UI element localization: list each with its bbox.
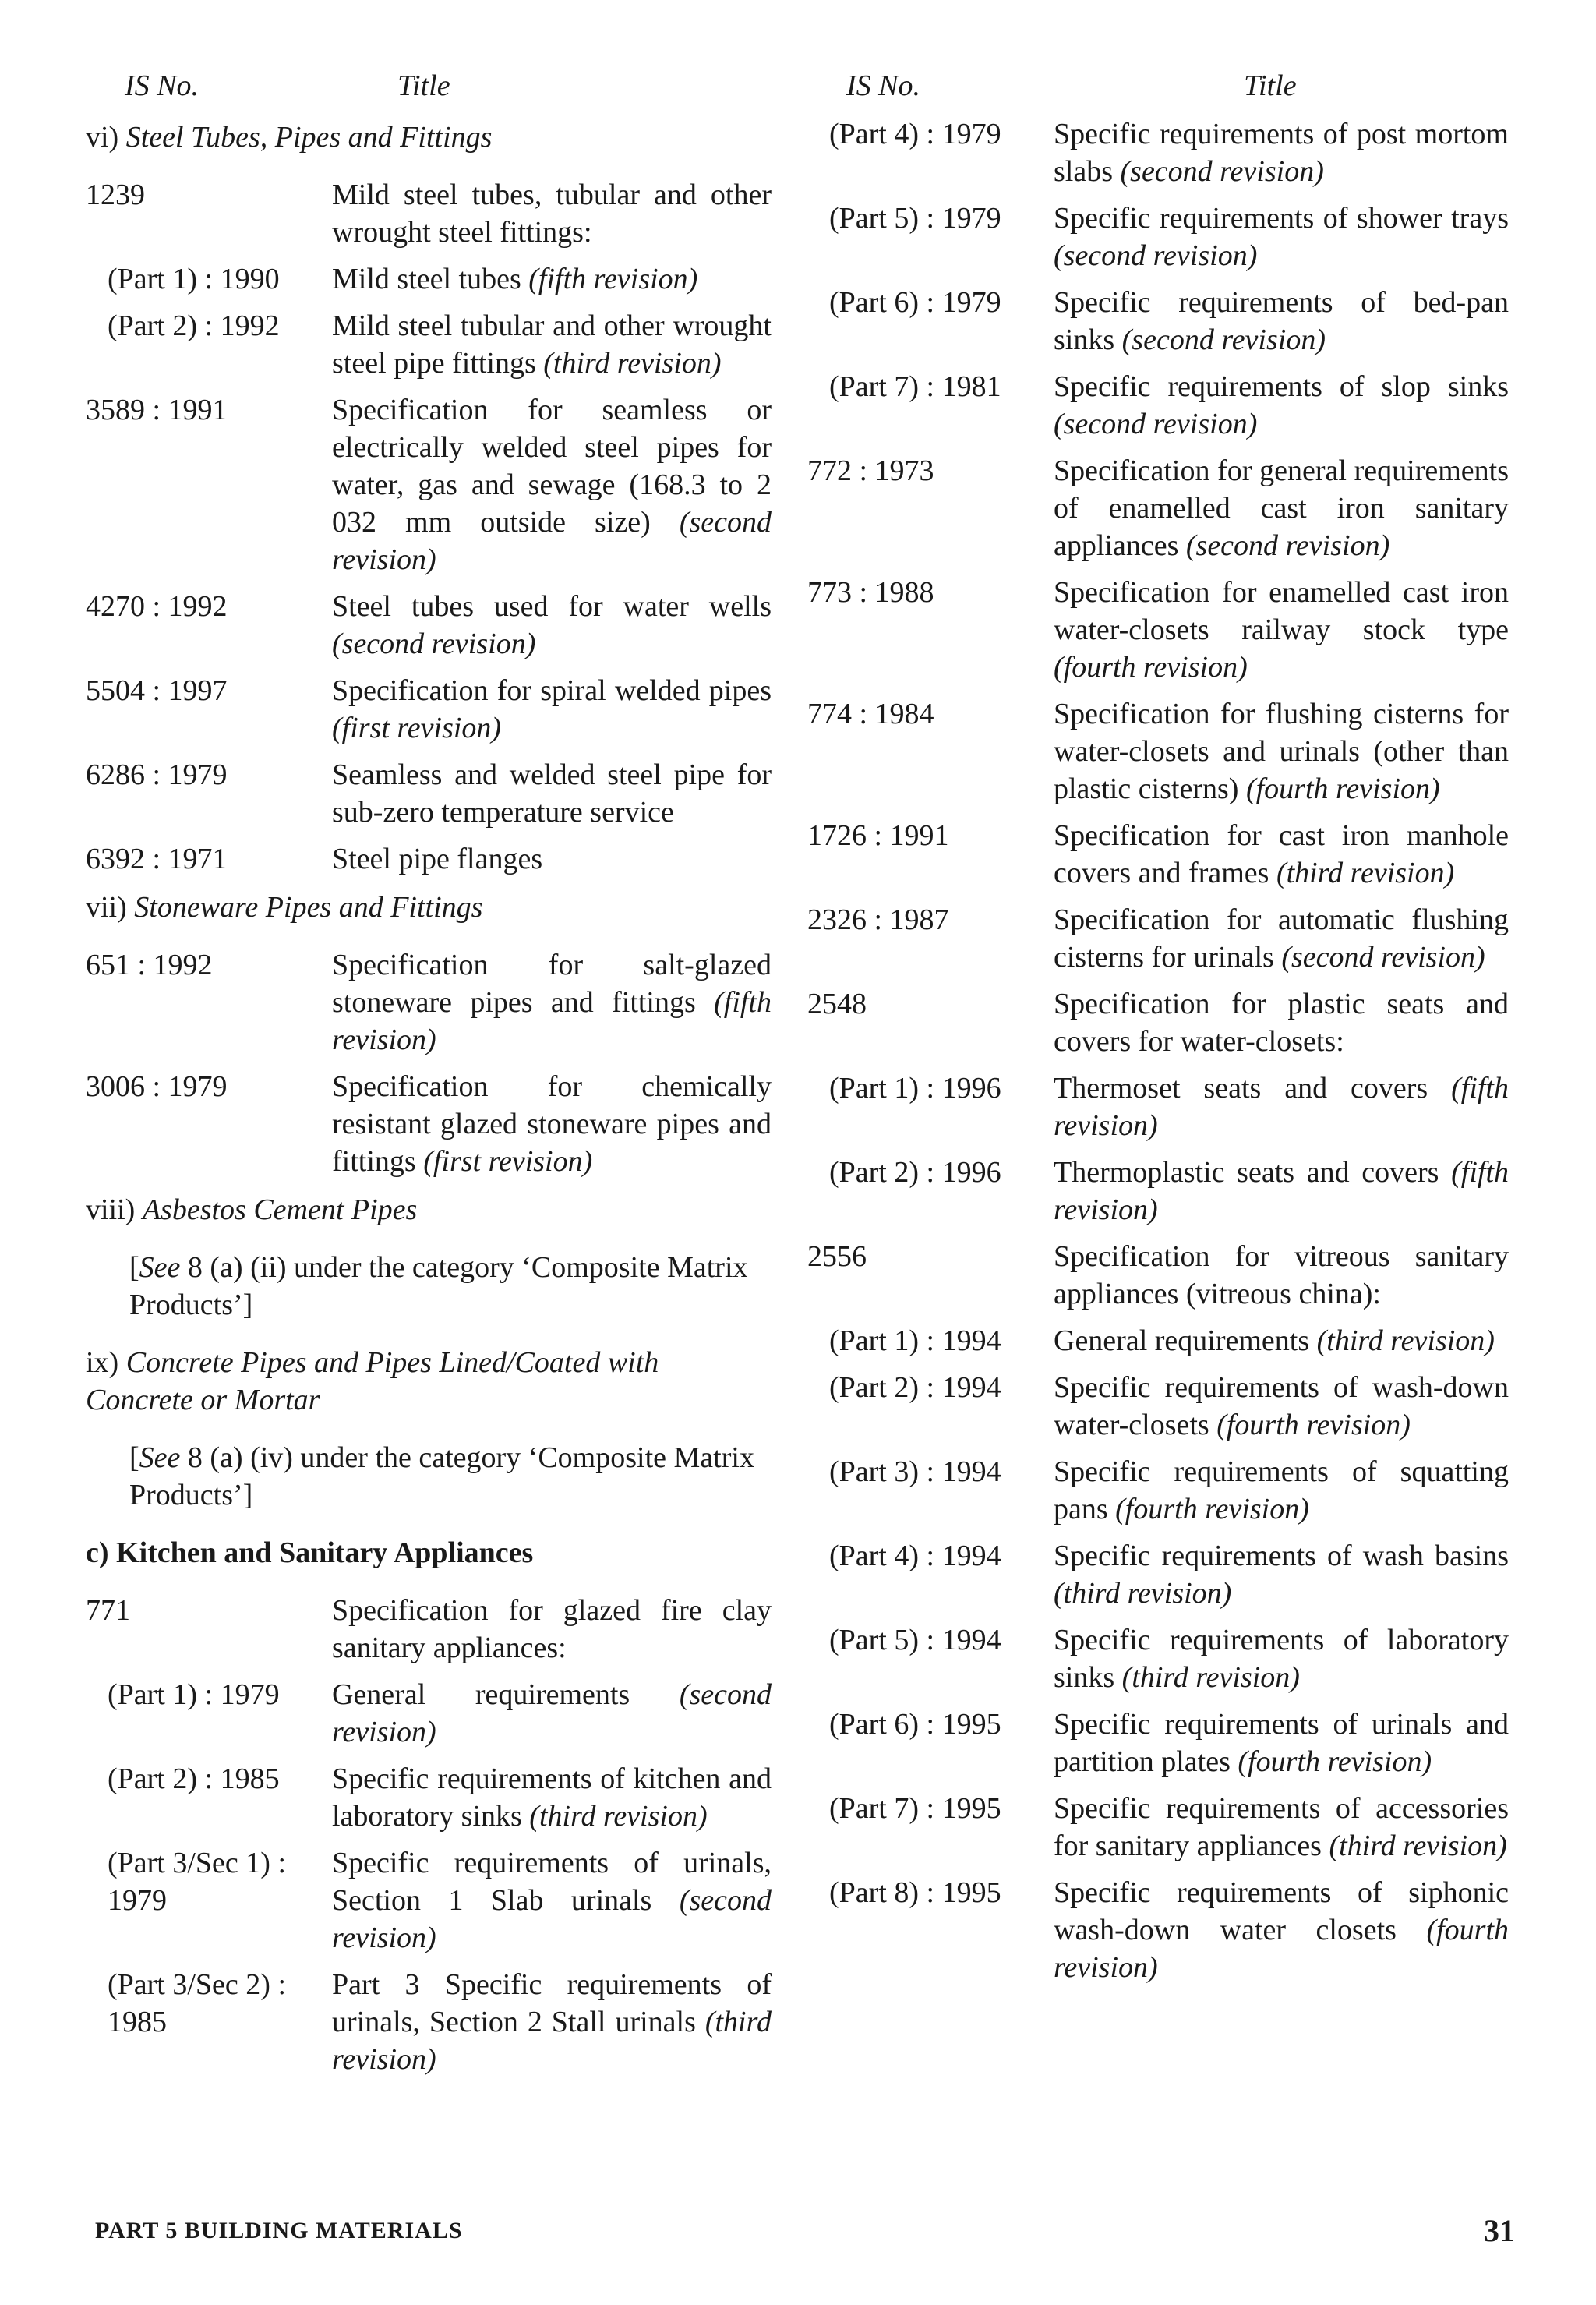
title-text: General requirements [332,1678,630,1711]
standard-row [807,1154,1509,1229]
standard-title [1054,368,1509,443]
revision-text: (third revision) [1121,1661,1300,1694]
standard-row [86,840,772,878]
column-header [807,69,1509,115]
standard-row [807,1706,1509,1780]
standard-row [86,1966,772,2078]
running-footer: PART 5 BUILDING MATERIALS [95,2218,463,2243]
standard-title [332,391,772,578]
standard-row [807,1790,1509,1865]
standard-row [86,176,772,251]
title-text: Mild steel tubes, tubular and other wrought steel fittings: [332,179,772,249]
revision-text: (third revision) [1316,1324,1495,1357]
standard-title [332,307,772,382]
revision-text: (second revision) [1120,155,1324,188]
standard-row [807,200,1509,274]
revision-text: (third revision) [1329,1830,1507,1862]
standard-title [332,1068,772,1180]
standard-title [332,672,772,747]
is-number: 6392 : 1971 [86,843,228,875]
standard-title [1054,1453,1509,1528]
revision-text: (second revision) [1185,529,1390,562]
standard-title [1054,284,1509,359]
left-column [86,69,772,2088]
standard-title [1054,1537,1509,1612]
revision-text: (fifth revision) [1054,1156,1509,1226]
standard-row [86,588,772,663]
revision-text: (fourth revision) [1054,1914,1509,1984]
standards-list-right [807,115,1509,1986]
standard-row [86,672,772,747]
standard-title [1054,901,1509,976]
standard-row [807,1069,1509,1144]
is-number: (Part 2) : 1992 [108,309,280,342]
title-text: Specification for vitreous sanitary appliances (vitreous china): [1054,1240,1509,1310]
section-number: viii) [86,1193,136,1226]
revision-text: (third revision) [332,2006,772,2076]
standard-title [332,260,772,298]
standard-row [86,1676,772,1751]
title-text: Specific requirements of shower trays [1054,202,1509,235]
revision-text: (fifth revision) [528,263,698,295]
header-title: Title [1244,69,1297,102]
title-text: Specification for spiral welded pipes [332,674,772,707]
revision-text: (fourth revision) [1238,1745,1432,1778]
is-number: (Part 3) : 1994 [829,1455,1001,1488]
is-number: 651 : 1992 [86,949,213,981]
column-header [86,69,772,115]
title-text: Specific requirements of slop sinks [1054,370,1509,403]
standard-row [807,1874,1509,1986]
is-number: (Part 3/Sec 1) : 1979 [108,1847,287,1917]
standard-title [332,946,772,1059]
standard-row [807,985,1509,1060]
revision-text: (second revision) [332,1884,772,1954]
standard-row [807,817,1509,892]
standards-list-vi [86,176,772,878]
title-text: Specific requirements of urinals, Section 1 Slab urinals [332,1847,772,1917]
revision-text: (second revision) [332,1678,772,1748]
is-number: 2548 [807,988,867,1020]
cross-reference-note-viii: [See 8 (a) (ii) under the category ‘Composite Matrix Products’] [129,1251,748,1321]
standard-title [332,1844,772,1957]
standard-title [1054,574,1509,686]
is-number: 5504 : 1997 [86,674,228,707]
title-text: Specification for seamless or electrically welded steel pipes for water, gas and sewage (168.3 to 2 032 mm outside size) [332,394,772,539]
standard-title [1054,817,1509,892]
standard-title [1054,1069,1509,1144]
standard-row [807,284,1509,359]
title-text: Steel tubes used for water wells [332,590,772,623]
is-number: (Part 3/Sec 2) : 1985 [108,1968,287,2038]
title-text: Specification for enamelled cast iron water-closets railway stock type [1054,576,1509,646]
is-number: 1239 [86,179,145,211]
standard-title [1054,452,1509,564]
title-text: Specific requirements of kitchen and laboratory sinks [332,1762,772,1833]
section-heading-vii [86,889,772,926]
revision-text: (fourth revision) [1054,651,1248,684]
is-number: (Part 2) : 1985 [108,1762,280,1795]
standard-row [86,1592,772,1667]
is-number: 4270 : 1992 [86,590,228,623]
is-number: (Part 1) : 1990 [108,263,280,295]
section-number: c) [86,1536,109,1569]
revision-text: (second revision) [1054,408,1258,440]
right-column [807,69,1509,1996]
is-number: 774 : 1984 [807,698,934,730]
standard-row [86,946,772,1059]
is-number: (Part 1) : 1979 [108,1678,280,1711]
standard-row [86,1068,772,1180]
is-number: (Part 4) : 1979 [829,118,1001,150]
standard-row [86,756,772,831]
revision-text: (fourth revision) [1216,1409,1411,1441]
title-text: Specification for automatic flushing cisterns for urinals [1054,903,1509,974]
title-text: Specification for salt-glazed stoneware pipes and fittings [332,949,772,1019]
section-title: Concrete Pipes and Pipes Lined/Coated with Concrete or Mortar [86,1346,659,1416]
standard-row [807,368,1509,443]
standard-title [1054,1706,1509,1780]
standard-title [1054,1874,1509,1986]
revision-text: (first revision) [423,1145,593,1178]
page-number: 31 [1484,2213,1515,2248]
is-number: (Part 7) : 1995 [829,1792,1001,1825]
is-number: (Part 5) : 1979 [829,202,1001,235]
title-text: Part 3 Specific requirements of urinals, Section 2 Stall urinals [332,1968,772,2038]
is-number: (Part 2) : 1996 [829,1156,1001,1189]
title-text: Thermoplastic seats and covers [1054,1156,1439,1189]
title-text: Steel pipe flanges [332,843,543,875]
section-number: vi) [86,121,119,154]
title-text: Thermoset seats and covers [1054,1072,1428,1105]
revision-text: (fourth revision) [1245,772,1440,805]
title-text: Specific requirements of wash-down water-closets [1054,1371,1509,1441]
title-text: Specification for chemically resistant glazed stoneware pipes and fittings [332,1070,772,1178]
standard-title [332,1760,772,1835]
title-text: Specific requirements of accessories for sanitary appliances [1054,1792,1509,1862]
title-text: Mild steel tubular and other wrought steel pipe fittings [332,309,772,380]
standard-title [1054,1154,1509,1229]
is-number: (Part 8) : 1995 [829,1876,1001,1909]
is-number: (Part 5) : 1994 [829,1624,1001,1656]
is-number: (Part 6) : 1995 [829,1708,1001,1741]
section-heading-ix [86,1344,772,1419]
section-title: Kitchen and Sanitary Appliances [116,1536,534,1569]
title-text: Mild steel tubes [332,263,521,295]
title-text: Specific requirements of post mortom slabs [1054,118,1509,188]
standard-title [332,176,772,251]
revision-text: (third revision) [529,1800,708,1833]
section-heading-c [86,1534,772,1571]
revision-text: (third revision) [1054,1577,1232,1610]
section-title: Asbestos Cement Pipes [142,1193,418,1226]
revision-text: (second revision) [332,628,536,660]
cross-reference-note-ix: [See 8 (a) (iv) under the category ‘Composite Matrix Products’] [129,1441,754,1511]
standard-title [1054,985,1509,1060]
standard-title [332,756,772,831]
title-text: Specification for general requirements of enamelled cast iron sanitary appliances [1054,454,1509,562]
title-text: Specification for flushing cisterns for water-closets and urinals (other than plastic cisterns) [1054,698,1509,805]
standard-row [807,1369,1509,1444]
revision-text: (fourth revision) [1115,1493,1309,1525]
standard-title [1054,200,1509,274]
header-is-no: IS No. [846,69,920,102]
is-number: 2326 : 1987 [807,903,949,936]
standard-row [86,391,772,578]
is-number: (Part 6) : 1979 [829,286,1001,319]
standard-title [332,1966,772,2078]
revision-text: (first revision) [332,712,502,744]
standard-title [332,588,772,663]
standard-title [332,1676,772,1751]
revision-text: (second revision) [1054,239,1258,272]
standard-row [86,1760,772,1835]
header-is-no: IS No. [125,69,199,102]
standard-row [86,307,772,382]
title-text: Specific requirements of urinals and partition plates [1054,1708,1509,1778]
title-text: Specification for glazed fire clay sanitary appliances: [332,1594,772,1664]
is-number: 771 [86,1594,130,1627]
standards-list-vii [86,946,772,1180]
standard-row [807,452,1509,564]
is-number: (Part 1) : 1996 [829,1072,1001,1105]
standard-row [807,901,1509,976]
is-number: 773 : 1988 [807,576,934,609]
revision-text: (third revision) [1276,857,1455,889]
is-number: (Part 4) : 1994 [829,1540,1001,1572]
revision-text: (third revision) [543,347,722,380]
standard-row [807,1621,1509,1696]
section-title: Steel Tubes, Pipes and Fittings [125,121,493,154]
standard-title [1054,115,1509,190]
title-text: Specific requirements of bed-pan sinks [1054,286,1509,356]
is-number: (Part 1) : 1994 [829,1324,1001,1357]
standard-row [807,115,1509,190]
is-number: (Part 2) : 1994 [829,1371,1001,1404]
standard-row [86,260,772,298]
standard-row [807,695,1509,808]
is-number: 3589 : 1991 [86,394,228,426]
standard-title [1054,1369,1509,1444]
is-number: 6286 : 1979 [86,758,228,791]
header-title: Title [397,69,450,102]
standard-row [86,1844,772,1957]
standard-title [1054,1621,1509,1696]
title-text: Specific requirements of wash basins [1054,1540,1509,1572]
title-text: Specific requirements of laboratory sinks [1054,1624,1509,1694]
standard-title [1054,1322,1509,1359]
revision-text: (second revision) [1121,323,1326,356]
section-title: Stoneware Pipes and Fittings [134,891,483,924]
section-number: vii) [86,891,127,924]
is-number: 2556 [807,1240,867,1273]
revision-text: (fifth revision) [1054,1072,1509,1142]
standard-row [807,1453,1509,1528]
title-text: Specific requirements of siphonic wash-down water closets [1054,1876,1509,1946]
standard-row [807,1537,1509,1612]
title-text: General requirements [1054,1324,1310,1357]
standard-title [1054,695,1509,808]
standard-title [332,840,772,878]
revision-text: (second revision) [1281,941,1485,974]
standards-list-c [86,1592,772,2078]
is-number: 1726 : 1991 [807,819,949,852]
standard-row [807,1238,1509,1313]
revision-text: (fifth revision) [332,986,772,1056]
section-heading-vi [86,118,772,156]
is-number: (Part 7) : 1981 [829,370,1001,403]
section-heading-viii [86,1191,772,1229]
title-text: Specific requirements of squatting pans [1054,1455,1509,1525]
standard-row [807,1322,1509,1359]
standard-row [807,574,1509,686]
title-text: Specification for cast iron manhole covers and frames [1054,819,1509,889]
is-number: 772 : 1973 [807,454,934,487]
title-text: Specification for plastic seats and covers for water-closets: [1054,988,1509,1058]
standard-title [332,1592,772,1667]
is-number: 3006 : 1979 [86,1070,228,1103]
standard-title [1054,1238,1509,1313]
standard-title [1054,1790,1509,1865]
section-number: ix) [86,1346,119,1379]
title-text: Seamless and welded steel pipe for sub-zero temperature service [332,758,772,829]
revision-text: (second revision) [332,506,772,576]
